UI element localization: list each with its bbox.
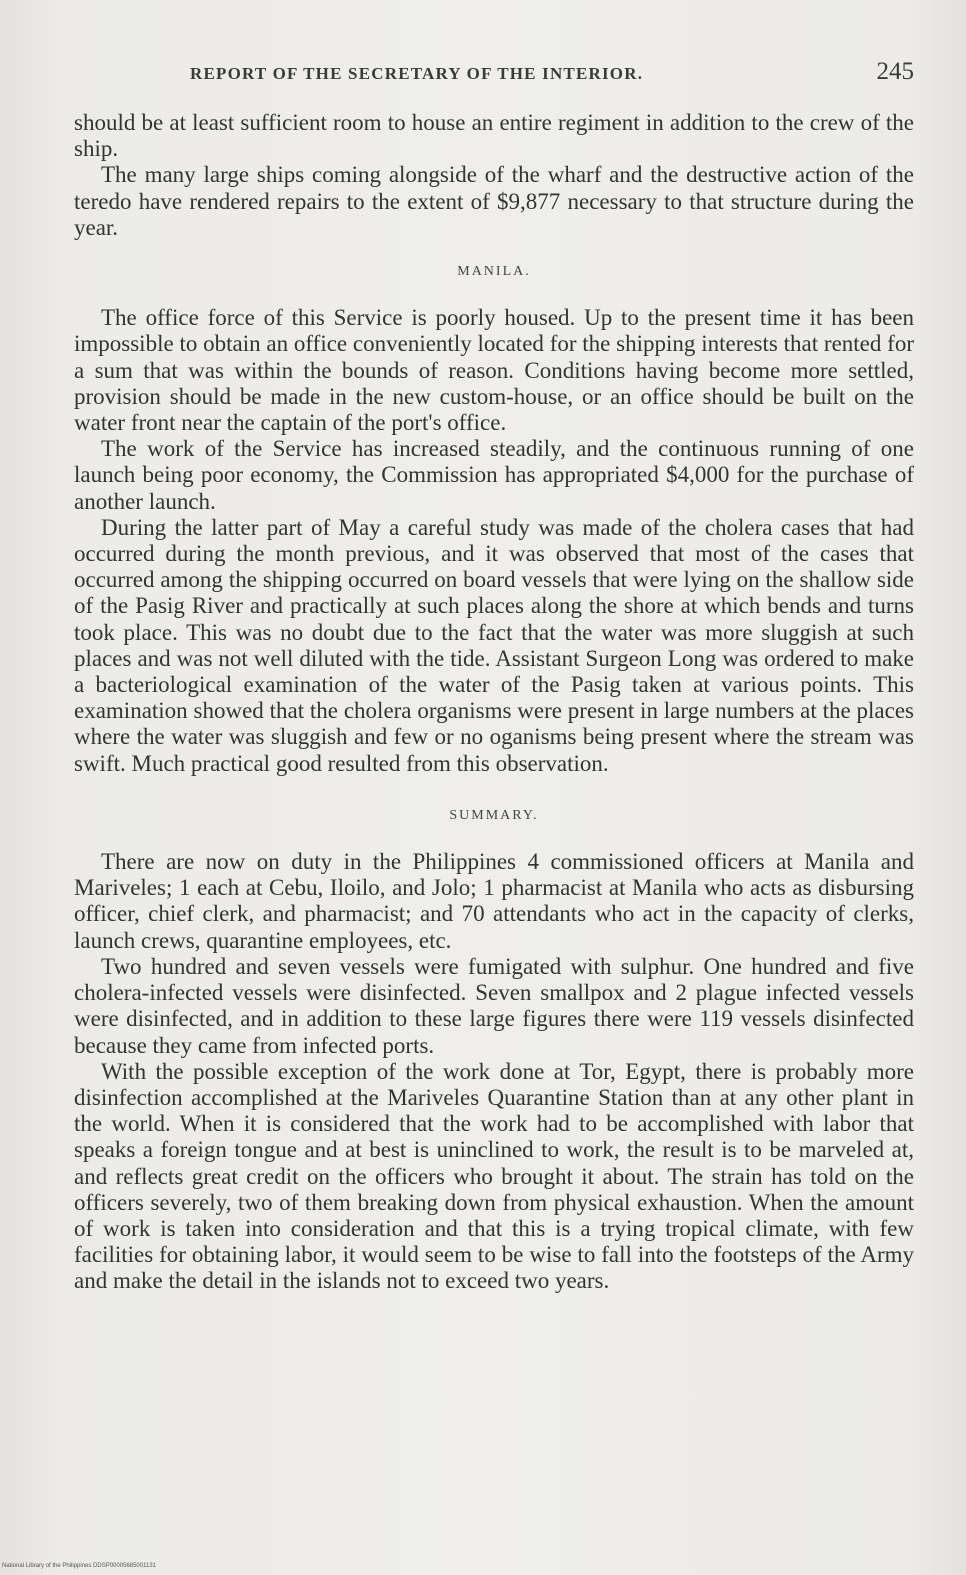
running-header bbox=[70, 58, 914, 88]
scan-footer-note: National Library of the Philippines DDSP00005685001131 bbox=[2, 1563, 156, 1569]
body-text bbox=[74, 110, 914, 1295]
page-number: 245 bbox=[876, 58, 914, 85]
paragraph-vessels-disinfected: Two hundred and seven vessels were fumigated with sulphur. One hundred and five cholera-infected vessels were disinfected. Seven smallpox and 2 plague infected vessels were disinfected, and in addition to these large figures there were 119 vessels disinfected because they came from infected ports. bbox=[74, 953, 914, 1058]
paragraph-wharf-repairs: The many large ships coming alongside of the wharf and the destructive action of the teredo have rendered repairs to the extent of $9,877 necessary to that structure during the year. bbox=[74, 162, 914, 240]
running-header-title: REPORT OF THE SECRETARY OF THE INTERIOR. bbox=[190, 64, 644, 83]
paragraph-mariveles-station: With the possible exception of the work done at Tor, Egypt, there is probably more disinfection accomplished at the Mariveles Quarantine Station than at any other plant in the world. When it is considered that the work had to be accomplished with labor that speaks a foreign tongue and at best is uninclined to work, the result is to be marveled at, and reflects great credit on the officers who brought it about. The strain has told on the officers severely, two of them breaking down from physical exhaustion. When the amount of work is taken into consideration and that this is a trying tropical climate, with few facilities for obtaining labor, it would seem to be wise to fall into the footsteps of the Army and make the detail in the islands not to exceed two years. bbox=[74, 1058, 914, 1294]
paragraph-cholera-study: During the latter part of May a careful study was made of the cholera cases that had occurred during the month previous, and it was observed that most of the cases that occurred among the shipping occurred on board vessels that were lying on the shallow side of the Pasig River and practically at such places along the shore at which bends and turns took place. This was no doubt due to the fact that the water was more sluggish at such places and was not well diluted with the tide. Assistant Surgeon Long was ordered to make a bacteriological examination of the water of the Pasig taken at various points. This examination showed that the cholera organisms were present in large numbers at the places where the water was sluggish and few or no oganisms being present where the stream was swift. Much practical good resulted from this observation. bbox=[74, 514, 914, 776]
paragraph-continued: should be at least sufficient room to house an entire regiment in addition to the crew of the ship. bbox=[74, 110, 914, 162]
paragraph-launch: The work of the Service has increased steadily, and the continuous running of one launch being poor economy, the Commission has appropriated $4,000 for the purchase of another launch. bbox=[74, 436, 914, 514]
section-heading-summary: SUMMARY. bbox=[449, 807, 539, 823]
paragraph-officers-on-duty: There are now on duty in the Philippines 4 commissioned officers at Manila and Mariveles; 1 each at Cebu, Iloilo, and Jolo; 1 pharmacist at Manila who acts as disbursing officer, chief clerk, and pharmacist; and 70 attendants who act in the capacity of clerks, launch crews, quarantine employees, etc. bbox=[74, 849, 914, 953]
paragraph-office-force: The office force of this Service is poorly housed. Up to the present time it has been impossible to obtain an office conveniently located for the shipping interests that rented for a sum that was within the bounds of reason. Conditions having become more settled, provision should be made in the new custom-house, or an office should be built on the water front near the captain of the port's office. bbox=[74, 305, 914, 436]
section-heading-manila: MANILA. bbox=[457, 264, 531, 280]
